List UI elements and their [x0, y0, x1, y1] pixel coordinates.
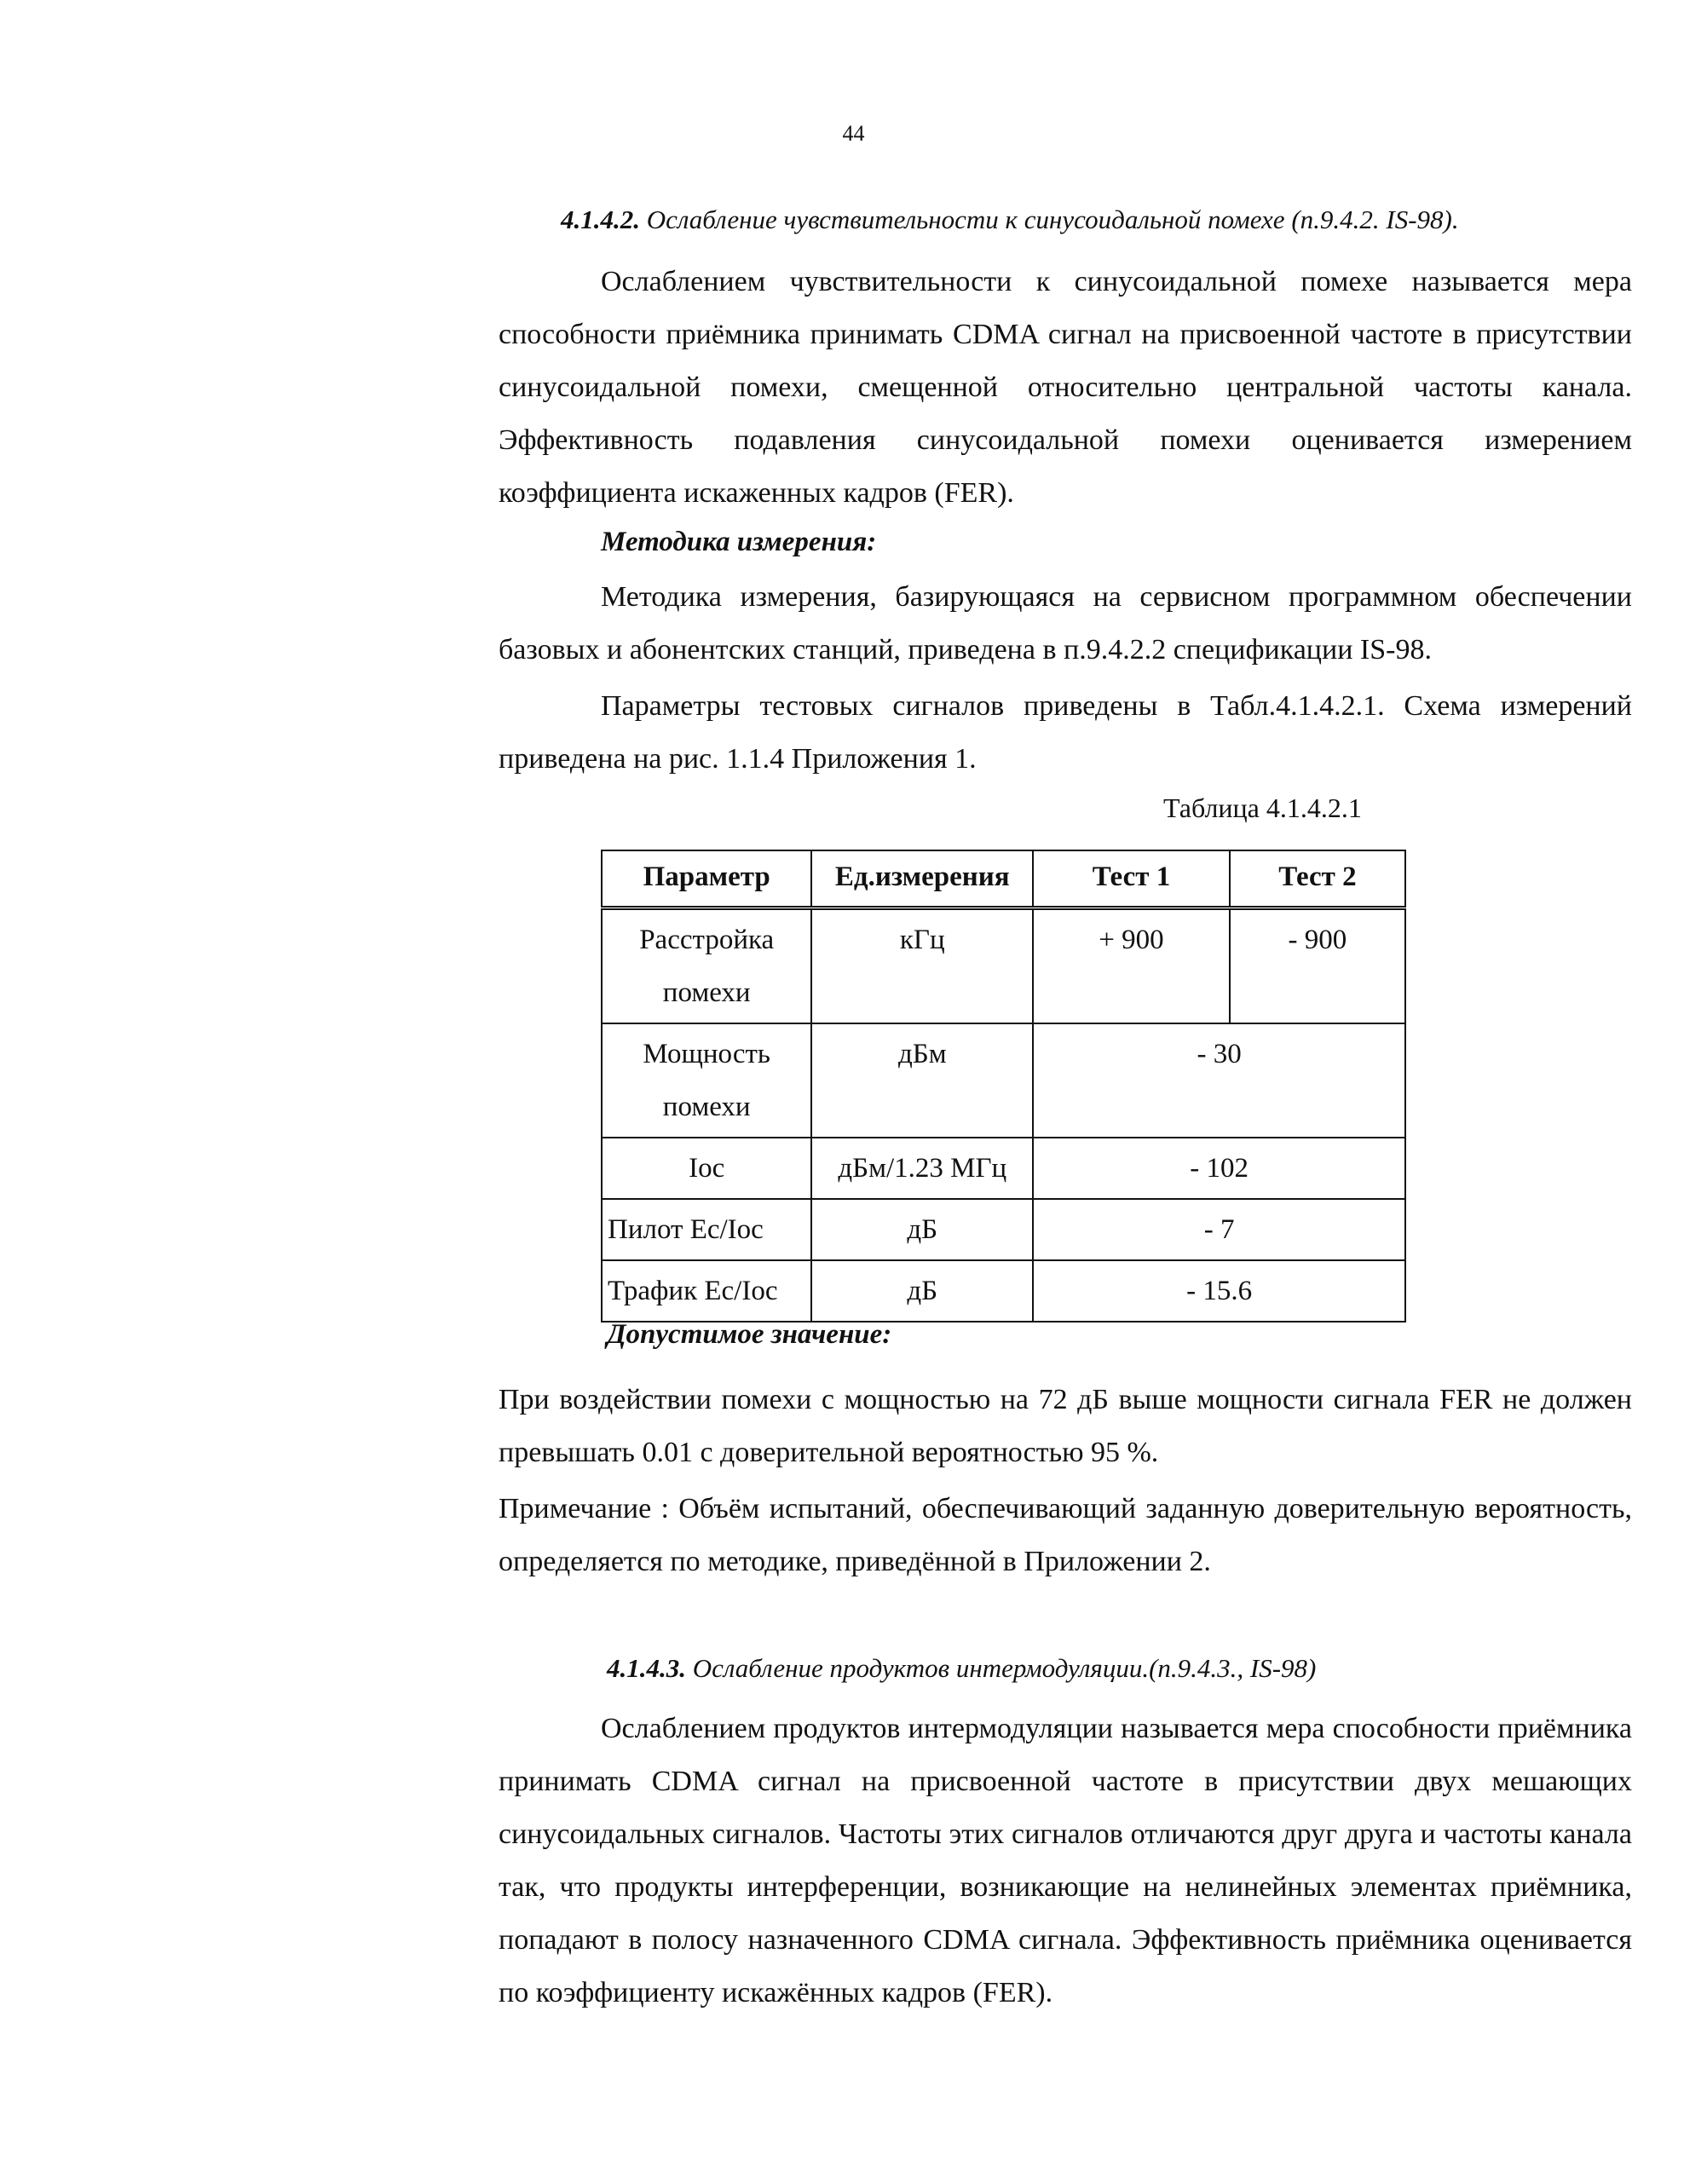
test-parameters-table [601, 850, 1406, 1323]
cell-unit: кГц [811, 908, 1033, 1024]
cell-test-1: + 900 [1033, 908, 1230, 1024]
header-parameter: Параметр [602, 850, 811, 908]
section-title: Ослабление продуктов интермодуляции.(п.9.4.3., IS-98) [692, 1653, 1317, 1683]
table-header-row [602, 850, 1405, 908]
cell-param: Мощность помехи [602, 1023, 811, 1138]
header-unit: Ед.измерения [811, 850, 1033, 908]
table-row [602, 1260, 1405, 1322]
method-heading: Методика измерения: [601, 527, 877, 557]
cell-param: Пилот Ec/Ioc [602, 1199, 811, 1260]
cell-test-2: - 900 [1230, 908, 1405, 1024]
method-paragraph: Методика измерения, базирующаяся на сервисном программном обеспечении базовых и абонентских станций, приведена в п.9.4.2.2 спецификации IS-98. [499, 581, 1632, 666]
section-number: 4.1.4.2. [561, 205, 640, 234]
cell-value: - 102 [1033, 1138, 1405, 1199]
table-row [602, 1138, 1405, 1199]
table-row [602, 1199, 1405, 1260]
cell-unit: дБ [811, 1260, 1033, 1322]
header-test-1: Тест 1 [1033, 850, 1230, 908]
header-test-2: Тест 2 [1230, 850, 1405, 908]
allowed-value-heading: Допустимое значение: [607, 1319, 892, 1350]
section-title: Ослабление чувствительности к синусоидальной помехе (п.9.4.2. IS-98). [646, 205, 1459, 234]
section-heading-4-1-4-2 [561, 205, 1694, 235]
cell-param: Ioc [602, 1138, 811, 1199]
page-number: 44 [842, 121, 865, 146]
parameters-paragraph: Параметры тестовых сигналов приведены в Табл.4.1.4.2.1. Схема измерений приведена на рис. 1.1.4 Приложения 1. [499, 690, 1632, 775]
definition-paragraph: Ослаблением чувствительности к синусоидальной помехе называется мера способности приёмника принимать CDMA сигнал на присвоенной частоте в присутствии синусоидальной помехи, смещенной относительно центральной частоты канала. Эффективность подавления синусоидальной помехи оценивается измерением коэффициента искаженных кадров (FER). [499, 266, 1632, 509]
cell-param: Расстройка помехи [602, 908, 811, 1024]
cell-value: - 15.6 [1033, 1260, 1405, 1322]
table-row [602, 908, 1405, 1024]
cell-unit: дБм/1.23 МГц [811, 1138, 1033, 1199]
cell-unit: дБ [811, 1199, 1033, 1260]
allowed-value-paragraph: При воздействии помехи с мощностью на 72 дБ выше мощности сигнала FER не должен превышать 0.01 с доверительной вероятностью 95 %. [499, 1384, 1632, 1468]
cell-param: Трафик Ec/Ioc [602, 1260, 811, 1322]
note-paragraph: Примечание : Объём испытаний, обеспечивающий заданную доверительную вероятность, определяется по методике, приведённой в Приложении 2. [499, 1493, 1632, 1577]
table-row [602, 1023, 1405, 1138]
cell-value: - 30 [1033, 1023, 1405, 1138]
cell-unit: дБм [811, 1023, 1033, 1138]
intermodulation-paragraph: Ослаблением продуктов интермодуляции называется мера способности приёмника принимать CDMA сигнал на присвоенной частоте в присутствии двух мешающих синусоидальных сигналов. Частоты этих сигналов отличаются друг друга и частоты канала так, что продукты интерференции, возникающие на нелинейных элементах приёмника, попадают в полосу назначенного CDMA сигнала. Эффективность приёмника оценивается по коэффициенту искажённых кадров (FER). [499, 1713, 1632, 2008]
cell-value: - 7 [1033, 1199, 1405, 1260]
section-heading-4-1-4-3 [607, 1653, 1707, 1684]
table-caption: Таблица 4.1.4.2.1 [1163, 792, 1362, 823]
section-number: 4.1.4.3. [607, 1653, 686, 1683]
